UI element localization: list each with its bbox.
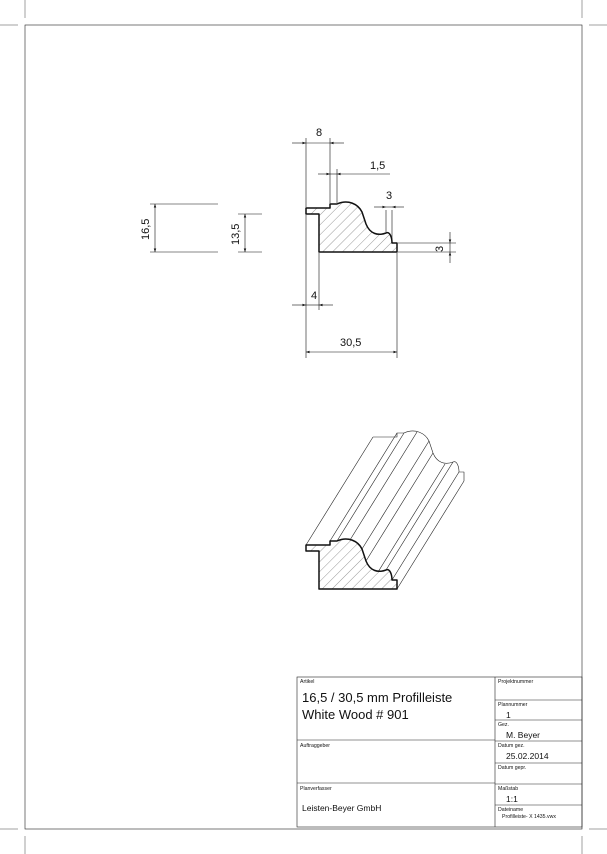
massstab-value: 1:1 <box>506 794 518 804</box>
dim-4: 4 <box>311 290 318 302</box>
dim-8: 8 <box>316 127 323 139</box>
datum-gez-value: 25.02.2014 <box>506 751 549 761</box>
dim-16-5: 16,5 <box>140 218 152 240</box>
isometric-front-section <box>306 539 397 589</box>
datum-gepr-label: Datum gepr. <box>498 765 527 771</box>
dimension-lines <box>150 138 456 358</box>
dim-13-5: 13,5 <box>230 223 242 245</box>
dateiname-value: Profilleiste- X 1435.vwx <box>502 814 556 820</box>
dim-30-5: 30,5 <box>340 337 362 349</box>
dim-3-horizontal: 3 <box>386 190 393 202</box>
auftraggeber-label: Auftraggeber <box>300 743 330 749</box>
plannummer-label: Plannummer <box>498 702 528 708</box>
planverfasser-label: Planverfasser <box>300 786 332 792</box>
profile-section <box>306 202 397 252</box>
massstab-label: Maßstab <box>498 786 519 792</box>
plannummer-value: 1 <box>506 710 511 720</box>
datum-gez-label: Datum gez. <box>498 743 525 749</box>
projektnummer-label: Projektnummer <box>498 679 534 685</box>
dateiname-label: Dateiname <box>498 807 524 813</box>
dim-1-5: 1,5 <box>370 160 386 172</box>
gez-label: Gez. <box>498 722 509 728</box>
dim-3-vertical: 3 <box>434 245 446 252</box>
artikel-line-1: 16,5 / 30,5 mm Profilleiste <box>302 690 453 705</box>
planverfasser-value: Leisten-Beyer GmbH <box>302 803 382 813</box>
gez-value: M. Beyer <box>506 730 541 740</box>
artikel-line-2: White Wood # 901 <box>302 707 409 722</box>
artikel-label: Artikel <box>300 679 315 685</box>
